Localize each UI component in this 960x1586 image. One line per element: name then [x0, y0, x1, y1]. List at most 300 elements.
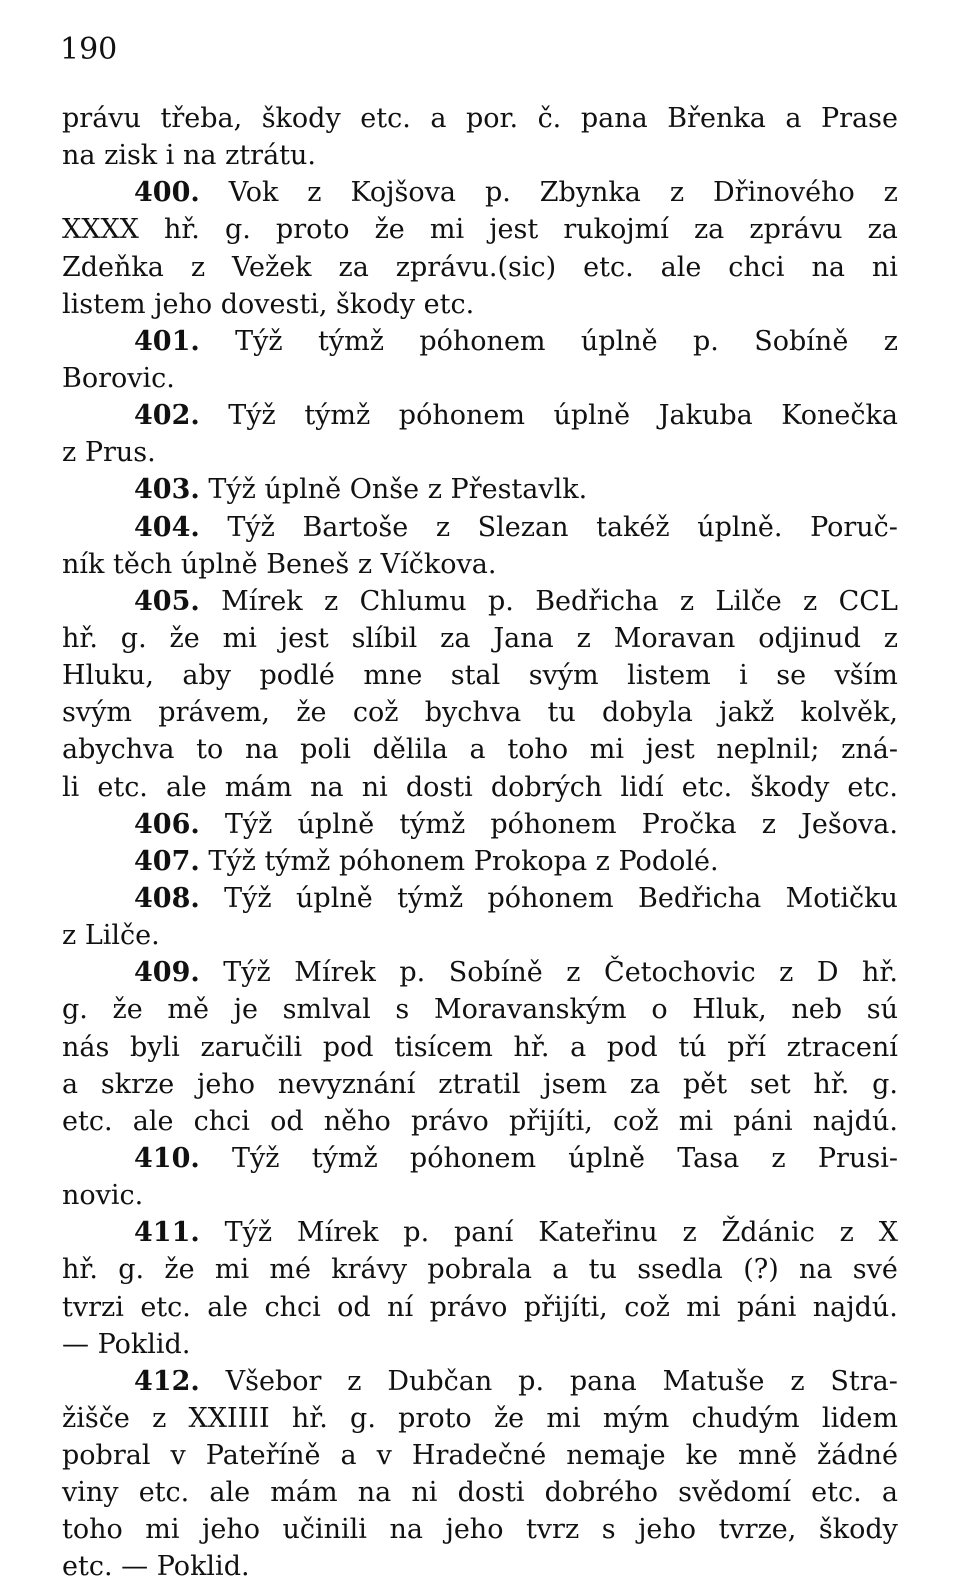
word: CCL — [838, 585, 898, 617]
word: na — [244, 734, 279, 766]
word: Mírek — [294, 957, 376, 989]
word: mi — [686, 1291, 721, 1323]
word: tú — [678, 1031, 707, 1063]
word: za — [693, 214, 725, 246]
word: Sobíně — [754, 325, 849, 357]
word: odjinud — [758, 622, 861, 654]
word: etc. — [847, 771, 898, 803]
word: právu — [62, 103, 141, 134]
word: z — [357, 548, 373, 580]
word: podlé — [259, 660, 335, 692]
word: č. — [537, 103, 562, 134]
word: byli — [129, 1031, 180, 1063]
word: nás — [62, 1031, 110, 1063]
word: svým — [528, 660, 599, 692]
word: p. — [487, 585, 514, 617]
word: proto — [275, 214, 350, 246]
word: Poruč- — [810, 511, 898, 543]
word: ni — [871, 251, 898, 283]
word: mi — [214, 1254, 250, 1286]
entry-number: 408. — [134, 882, 200, 914]
entry-number: 412. — [134, 1365, 200, 1397]
word: Týž — [208, 474, 256, 506]
word: nevyznání — [277, 1068, 416, 1100]
word: etc. — [140, 1291, 191, 1323]
word: p. — [518, 1365, 545, 1397]
word: zprávu — [749, 214, 843, 246]
word: tvrz — [525, 1514, 580, 1546]
word: neb — [791, 994, 843, 1026]
word: stal — [450, 660, 501, 692]
word: tvrze, — [718, 1514, 797, 1546]
word: bychva — [424, 697, 522, 729]
word: a — [570, 1031, 587, 1063]
word: z — [883, 622, 898, 654]
word: etc. — [62, 1105, 113, 1137]
word: i — [739, 660, 748, 692]
word: Týž — [235, 325, 283, 357]
word: Týž — [224, 882, 272, 914]
word: Lilče — [715, 585, 782, 617]
word: Motičku — [785, 882, 898, 914]
word: paní — [453, 1217, 514, 1249]
text-line — [62, 546, 898, 583]
word: chci — [193, 1105, 250, 1137]
word: na — [811, 251, 845, 283]
word: toho — [62, 1514, 123, 1546]
text-line — [62, 1289, 898, 1326]
text-line — [62, 509, 898, 546]
word: li — [62, 771, 80, 803]
text-line — [62, 620, 898, 657]
text-line — [62, 137, 898, 174]
word: ni — [411, 1477, 438, 1509]
word: etc. — [138, 1477, 190, 1509]
word: Všebor — [225, 1365, 322, 1397]
word: dosti — [405, 771, 473, 803]
word: z — [679, 585, 695, 617]
entry-number: 404. — [134, 511, 200, 543]
word: v — [376, 1440, 392, 1472]
word: lidí — [620, 771, 664, 803]
word: Bedřicha — [535, 585, 659, 617]
word: Borovic. — [62, 362, 175, 394]
word: Vežek — [231, 251, 312, 283]
word: z — [323, 585, 339, 617]
word: mi — [678, 1105, 714, 1137]
word: Mírek — [296, 1217, 379, 1249]
text-line — [62, 1029, 898, 1066]
word: jest — [645, 734, 695, 766]
word: Tasa — [677, 1142, 740, 1174]
word: z — [152, 1402, 167, 1434]
text-line — [62, 397, 898, 434]
word: pobral — [62, 1440, 151, 1472]
text-line — [62, 694, 898, 731]
word: rukojmí — [563, 214, 669, 246]
text-line — [62, 991, 898, 1028]
word: je — [233, 994, 259, 1026]
word: Ješova. — [801, 808, 898, 840]
word: g. — [872, 1068, 898, 1100]
word: že — [296, 697, 327, 729]
word: ale — [209, 1477, 251, 1509]
word: na — [357, 1477, 392, 1509]
word: na — [183, 140, 217, 172]
word: Četochovic — [604, 957, 756, 989]
word: Hluk, — [692, 994, 767, 1026]
word: Prus. — [84, 437, 156, 469]
word: za — [440, 622, 471, 654]
word: týmž — [397, 882, 464, 914]
entry-number: 409. — [134, 957, 200, 989]
word: Jakuba — [658, 400, 753, 432]
word: Lilče. — [84, 920, 160, 952]
word: póhonem — [487, 882, 614, 914]
word: jsem — [543, 1068, 608, 1100]
word: Víčkova. — [380, 548, 497, 580]
word: úplně — [296, 882, 373, 914]
word: póhonem — [398, 400, 525, 432]
word: úplně — [180, 548, 258, 580]
word: X — [878, 1217, 898, 1249]
word: pod — [606, 1031, 658, 1063]
text-line — [62, 731, 898, 768]
word: Moravanským — [433, 994, 627, 1026]
word: ale — [132, 1105, 174, 1137]
word: z — [566, 957, 581, 989]
word: z — [803, 585, 818, 617]
word: úplně — [580, 325, 658, 357]
text-line — [62, 1103, 898, 1140]
text-line — [62, 1326, 898, 1363]
entry-number: 406. — [134, 808, 200, 840]
text-line — [62, 323, 898, 360]
word: z — [682, 1217, 697, 1249]
word: škody — [336, 288, 416, 320]
word: týmž — [318, 325, 384, 357]
word: Jana — [493, 622, 554, 654]
text-line — [62, 1140, 898, 1177]
word: vším — [834, 660, 898, 692]
word: Hluku, — [62, 660, 154, 692]
word: dobyla — [602, 697, 693, 729]
text-line — [62, 286, 898, 323]
word: tisícem — [394, 1031, 493, 1063]
word: Prusi- — [817, 1142, 898, 1174]
word: ssedla — [637, 1254, 723, 1286]
word: mne — [363, 660, 423, 692]
word: tvrzi — [62, 1291, 124, 1323]
word: ale — [207, 1291, 249, 1323]
word: etc. — [583, 251, 634, 283]
word: pobrala — [427, 1254, 532, 1286]
word: póhonem — [409, 1142, 537, 1174]
word: smlval — [282, 994, 371, 1026]
word: že — [493, 1402, 525, 1434]
word: jest — [489, 214, 539, 246]
word: XXIIII — [188, 1402, 270, 1434]
word: o — [651, 994, 668, 1026]
word: g. — [350, 1402, 376, 1434]
word: týmž — [311, 1142, 378, 1174]
text-line — [62, 249, 898, 286]
word: etc. — [62, 1551, 113, 1583]
word: hř. — [513, 1031, 550, 1063]
word: přijíti, — [508, 1105, 593, 1137]
word: Chlumu — [359, 585, 467, 617]
word: úplně — [553, 400, 631, 432]
text-line — [62, 843, 898, 880]
text-line — [62, 471, 898, 508]
word: dosti — [457, 1477, 525, 1509]
word: Ždánic — [721, 1217, 815, 1249]
word: por. — [465, 103, 519, 134]
word: etc. — [97, 771, 148, 803]
word: což — [613, 1105, 659, 1137]
word: etc. — [681, 771, 733, 803]
text-line — [62, 1066, 898, 1103]
word: a — [552, 1254, 569, 1286]
entry-number: 410. — [134, 1142, 200, 1174]
word: mi — [429, 214, 465, 246]
entry-number: 403. — [134, 474, 200, 506]
word: týmž — [304, 400, 371, 432]
word: póhonem — [338, 845, 466, 877]
word: zaručili — [200, 1031, 303, 1063]
word: za — [338, 251, 369, 283]
word: ale — [165, 771, 207, 803]
entry-number: 400. — [134, 177, 200, 209]
word: Dubčan — [387, 1365, 493, 1397]
word: učinili — [282, 1514, 367, 1546]
word: že — [164, 1254, 195, 1286]
text-line — [62, 954, 898, 991]
word: škody — [261, 103, 341, 134]
word: týmž — [264, 845, 331, 877]
word: Týž — [232, 1142, 280, 1174]
word: novic. — [62, 1180, 144, 1212]
word: p. — [403, 1217, 430, 1249]
word: pana — [569, 1365, 637, 1397]
word: Týž — [208, 845, 256, 877]
text-line — [62, 769, 898, 806]
word: dělila — [372, 734, 448, 766]
word: Matuše — [662, 1365, 765, 1397]
word: Prase — [820, 103, 898, 134]
word: Bedřicha — [638, 882, 762, 914]
word: jeho — [154, 288, 213, 320]
word: chudým — [691, 1402, 800, 1434]
word: svým — [62, 697, 132, 729]
word: mám — [270, 1477, 338, 1509]
word: slíbil — [351, 622, 418, 654]
word: D — [816, 957, 839, 989]
word: z — [62, 920, 77, 952]
word: něho — [323, 1105, 391, 1137]
word: v — [170, 1440, 186, 1472]
word: z — [347, 1365, 362, 1397]
word: hř. — [813, 1068, 850, 1100]
text-line — [62, 174, 898, 211]
word: Kojšova — [350, 177, 456, 209]
word: abychva — [62, 734, 175, 766]
word: žádné — [816, 1440, 898, 1472]
word: hř. — [163, 214, 200, 246]
word: g. — [62, 994, 88, 1026]
word: g. — [118, 1254, 145, 1286]
word: a — [340, 1440, 357, 1472]
word: ní — [387, 1291, 414, 1323]
word: Dřinového — [713, 177, 855, 209]
word: škody — [818, 1514, 898, 1546]
word: Zbynka — [539, 177, 641, 209]
word: Slezan — [477, 511, 569, 543]
word: viny — [62, 1477, 119, 1509]
word: ník — [62, 548, 105, 580]
word: mé — [269, 1254, 311, 1286]
word: Poklid. — [97, 1328, 191, 1360]
word: (?) — [743, 1254, 779, 1286]
word: z — [190, 251, 206, 283]
word: Přestavlk. — [450, 474, 588, 506]
word: jeho — [197, 1068, 256, 1100]
word: právem, — [158, 697, 270, 729]
word: páni — [733, 1105, 793, 1137]
word: Sobíně — [448, 957, 543, 989]
word: úplně — [264, 474, 342, 506]
word: Týž — [224, 808, 273, 840]
word: Stra- — [830, 1365, 898, 1397]
word: jeho — [445, 1514, 504, 1546]
word: za — [867, 214, 898, 246]
word: g. — [224, 214, 251, 246]
word: ni — [361, 771, 388, 803]
word: mi — [589, 734, 624, 766]
word: z — [883, 325, 898, 357]
word: z — [62, 437, 77, 469]
word: p. — [399, 957, 426, 989]
word: Moravan — [613, 622, 736, 654]
word: ale — [660, 251, 702, 283]
word: pět — [682, 1068, 728, 1100]
word: své — [852, 1254, 898, 1286]
word: Poklid. — [156, 1551, 250, 1583]
word: hř. — [862, 957, 898, 989]
word: lidem — [821, 1402, 898, 1434]
word: pana — [580, 103, 648, 134]
word: Týž — [227, 511, 275, 543]
word: Mírek — [221, 585, 303, 617]
word: póhonem — [419, 325, 546, 357]
word: dobrých — [490, 771, 603, 803]
text-line — [62, 917, 898, 954]
word: zisk — [104, 140, 158, 172]
word: úplně — [568, 1142, 645, 1174]
entry-number: 411. — [134, 1217, 200, 1249]
word: a — [62, 1068, 79, 1100]
word: a — [881, 1477, 898, 1509]
word: krávy — [331, 1254, 408, 1286]
word: hř. — [62, 622, 98, 654]
word: dobrého — [544, 1477, 658, 1509]
word: z — [883, 177, 898, 209]
word: listem — [62, 288, 146, 320]
word: Týž — [223, 957, 271, 989]
body-text — [62, 100, 898, 1586]
word: jeho — [202, 1514, 260, 1546]
word: p. — [484, 177, 511, 209]
word: s — [601, 1514, 616, 1546]
word: za — [629, 1068, 661, 1100]
word: mi — [222, 622, 257, 654]
word: i — [165, 140, 175, 172]
word: takéž — [596, 511, 670, 543]
word: proto — [398, 1402, 472, 1434]
text-line — [62, 1400, 898, 1437]
word: dovesti, — [220, 288, 328, 320]
word: zná- — [841, 734, 898, 766]
word: skrze — [100, 1068, 175, 1100]
word: na — [62, 140, 96, 172]
word: hř. — [62, 1254, 98, 1286]
word: Konečka — [781, 400, 898, 432]
text-line — [62, 1474, 898, 1511]
word: úplně. — [697, 511, 783, 543]
word: Pročka — [641, 808, 737, 840]
word: Beneš — [266, 548, 350, 580]
word: aby — [182, 660, 231, 692]
word: Pateříně — [205, 1440, 321, 1472]
word: etc. — [423, 288, 475, 320]
word: mým — [602, 1402, 670, 1434]
word: škody — [750, 771, 830, 803]
word: mě — [167, 994, 209, 1026]
word: set — [749, 1068, 791, 1100]
word: a — [430, 103, 447, 134]
word: Týž — [224, 1217, 273, 1249]
word: týmž — [399, 808, 466, 840]
word: přijíti, — [523, 1291, 608, 1323]
word: Podolé. — [618, 845, 719, 877]
word: páni — [736, 1291, 797, 1323]
word: na — [799, 1254, 833, 1286]
text-line — [62, 1437, 898, 1474]
word: Bartoše — [302, 511, 409, 543]
word: tu — [588, 1254, 617, 1286]
word: Týž — [228, 400, 276, 432]
word: nemaje — [566, 1440, 666, 1472]
word: najdú. — [812, 1291, 898, 1323]
word: poli — [300, 734, 351, 766]
word: zprávu.(sic) — [395, 251, 557, 283]
text-line — [62, 1363, 898, 1400]
word: — — [121, 1551, 149, 1583]
word: což — [624, 1291, 670, 1323]
word: s — [395, 994, 410, 1026]
text-line — [62, 657, 898, 694]
word: sú — [866, 994, 898, 1026]
word: najdú. — [812, 1105, 898, 1137]
word: to — [196, 734, 224, 766]
word: svědomí — [678, 1477, 792, 1509]
word: neplnil; — [716, 734, 820, 766]
word: právo — [429, 1291, 508, 1323]
entry-number: 401. — [134, 325, 200, 357]
word: třeba, — [160, 103, 243, 134]
word: z — [307, 177, 322, 209]
text-line — [62, 211, 898, 248]
